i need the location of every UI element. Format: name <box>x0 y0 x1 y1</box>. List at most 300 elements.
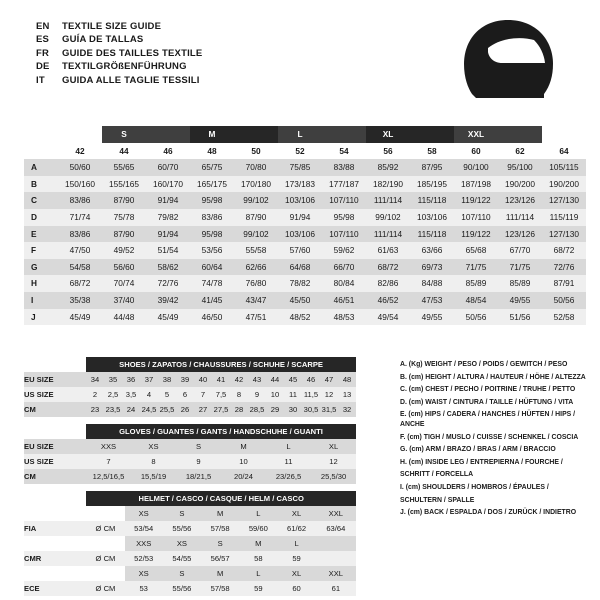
cell: 26 <box>176 402 194 417</box>
table-row <box>24 176 586 193</box>
cell: 85/92 <box>366 159 410 176</box>
cell: 11 <box>284 387 302 402</box>
cell: 91/94 <box>146 192 190 209</box>
cell: XS <box>125 566 163 581</box>
lower-tables <box>24 357 356 596</box>
cell: XS <box>131 439 176 454</box>
cell: 119/122 <box>454 226 498 243</box>
cell: M <box>201 566 239 581</box>
helmet-ece-size-row <box>24 566 356 581</box>
header-blank <box>542 126 586 143</box>
language-title: GUÍA DE TALLAS <box>62 34 144 46</box>
table-row <box>24 454 356 469</box>
cell: 190/200 <box>498 176 542 193</box>
size-number: 56 <box>366 143 410 160</box>
cell: 127/130 <box>542 226 586 243</box>
cell: 99/102 <box>366 209 410 226</box>
legend-item: J. (cm) BACK / ESPALDA / DOS / ZURÜCK / INDIETRO <box>400 509 577 517</box>
cell: 71/75 <box>498 259 542 276</box>
cell: XL <box>277 566 315 581</box>
size-header-row <box>24 126 586 143</box>
cell: 46/52 <box>366 292 410 309</box>
cell: 10 <box>221 454 266 469</box>
unit-label: Ø CM <box>86 551 124 566</box>
cell: 78/82 <box>278 275 322 292</box>
cell: 50/60 <box>58 159 102 176</box>
cell: 38 <box>158 372 176 387</box>
cell: 75/85 <box>278 159 322 176</box>
size-number: 58 <box>410 143 454 160</box>
legend-item: E. (cm) HIPS / CADERA / HANCHES / HÜFTEN / HIPS / ANCHE <box>400 411 576 428</box>
cell: 190/200 <box>542 176 586 193</box>
cell: 99/102 <box>234 192 278 209</box>
cell: 75/78 <box>102 209 146 226</box>
cell: 71/74 <box>58 209 102 226</box>
cell: 9 <box>248 387 266 402</box>
size-header-s: S <box>102 126 146 143</box>
cell: 170/180 <box>234 176 278 193</box>
cell: 60 <box>277 581 315 596</box>
row-label: US SIZE <box>24 454 86 469</box>
cell: 42 <box>230 372 248 387</box>
cell: 56/60 <box>102 259 146 276</box>
row-label: E <box>24 226 58 243</box>
cell: 55/56 <box>163 521 201 536</box>
language-title: TEXTILGRÖßENFÜHRUNG <box>62 61 187 73</box>
size-number: 46 <box>146 143 190 160</box>
cell: 15,5/19 <box>131 469 176 484</box>
cell: 95/100 <box>498 159 542 176</box>
cell: 37 <box>140 372 158 387</box>
table-row <box>24 159 586 176</box>
unit-label: Ø CM <box>86 581 124 596</box>
cell: 72/76 <box>146 275 190 292</box>
cell: 59/60 <box>239 521 277 536</box>
cell: 59 <box>277 551 315 566</box>
legend-item: A. (Kg) WEIGHT / PESO / POIDS / GEWITCH / PESO <box>400 361 568 368</box>
cell: 82/86 <box>366 275 410 292</box>
language-row <box>36 20 202 33</box>
size-number: 60 <box>454 143 498 160</box>
row-label: US SIZE <box>24 387 86 402</box>
row-label: CM <box>24 402 86 417</box>
cell: 25,5 <box>158 402 176 417</box>
cell: 52/53 <box>125 551 163 566</box>
cell: 25,5/30 <box>311 469 356 484</box>
legend-item: C. (cm) CHEST / PECHO / POITRINE / TRUHE / PETTO <box>400 386 576 394</box>
cell: 103/106 <box>278 226 322 243</box>
cell: 71/75 <box>454 259 498 276</box>
cell: 95/98 <box>190 192 234 209</box>
cell: 44/48 <box>102 309 146 326</box>
cell: 87/90 <box>102 226 146 243</box>
cell: 7 <box>86 454 131 469</box>
cell: M <box>221 439 266 454</box>
language-title: GUIDE DES TAILLES TEXTILE <box>62 47 203 59</box>
cell: L <box>239 506 277 521</box>
cell: 107/110 <box>322 192 366 209</box>
cell: 83/86 <box>190 209 234 226</box>
cell: 41 <box>212 372 230 387</box>
cell: 52/58 <box>542 309 586 326</box>
language-row <box>36 74 202 87</box>
cell: S <box>176 439 221 454</box>
row-label: B <box>24 176 58 193</box>
cell: 80/84 <box>322 275 366 292</box>
cell: 48 <box>338 372 356 387</box>
cell: 27 <box>194 402 212 417</box>
row-label: CMR <box>24 551 86 566</box>
cell: 48/53 <box>322 309 366 326</box>
legend-item: D. (cm) WAIST / CINTURA / TAILLE / HÜFTUNG / VITA <box>400 398 574 406</box>
table-row <box>24 242 586 259</box>
shoes-table <box>24 357 356 417</box>
cell: 85/89 <box>454 275 498 292</box>
helmet-title-row <box>24 491 356 506</box>
cell: 103/106 <box>278 192 322 209</box>
cell: 69/73 <box>410 259 454 276</box>
cell: 123/126 <box>498 226 542 243</box>
cell: 61/63 <box>366 242 410 259</box>
cell: 48/52 <box>278 309 322 326</box>
gloves-title-row <box>24 424 356 439</box>
cell: 79/82 <box>146 209 190 226</box>
spacer <box>24 484 356 491</box>
cell: M <box>239 536 277 551</box>
cell: L <box>266 439 311 454</box>
cell: 60/64 <box>190 259 234 276</box>
cell: 123/126 <box>498 192 542 209</box>
cell: 160/170 <box>146 176 190 193</box>
cell: 64/68 <box>278 259 322 276</box>
size-number: 62 <box>498 143 542 160</box>
language-row <box>36 47 202 60</box>
cell: 90/100 <box>454 159 498 176</box>
cell: 58 <box>239 551 277 566</box>
header-blank <box>410 126 454 143</box>
cell: XXL <box>316 566 356 581</box>
cell: 47 <box>320 372 338 387</box>
language-title: GUIDA ALLE TAGLIE TESSILI <box>62 74 200 86</box>
cell: 2,5 <box>104 387 122 402</box>
cell: 44 <box>266 372 284 387</box>
row-label: H <box>24 275 58 292</box>
cell: 39/42 <box>146 292 190 309</box>
table-row <box>24 469 356 484</box>
cell: 8 <box>131 454 176 469</box>
cell: 12,5/16,5 <box>86 469 131 484</box>
cell: 63/64 <box>316 521 356 536</box>
cell: 85/89 <box>498 275 542 292</box>
cell: 35 <box>104 372 122 387</box>
size-header-l: L <box>278 126 322 143</box>
cell: 27,5 <box>212 402 230 417</box>
measurements-table <box>24 126 579 325</box>
cell: 72/76 <box>542 259 586 276</box>
cell: 87/91 <box>542 275 586 292</box>
cell: 49/52 <box>102 242 146 259</box>
cell: 68/72 <box>542 242 586 259</box>
table-row <box>24 372 356 387</box>
size-number: 54 <box>322 143 366 160</box>
cell: 107/110 <box>454 209 498 226</box>
cell: 83/88 <box>322 159 366 176</box>
unit-label: Ø CM <box>86 521 124 536</box>
cell: 45/49 <box>146 309 190 326</box>
language-code: EN <box>36 21 50 32</box>
size-number: 48 <box>190 143 234 160</box>
cell: 57/58 <box>201 521 239 536</box>
header-blank <box>498 126 542 143</box>
cell: 173/183 <box>278 176 322 193</box>
cell: 61/62 <box>277 521 315 536</box>
legend-item: B. (cm) HEIGHT / ALTURA / HAUTEUR / HÖHE / ALTEZZA <box>400 373 586 381</box>
legend-item: H. (cm) INSIDE LEG / ENTREPIERNA / FOURCHE / <box>400 458 563 466</box>
cell: 49/54 <box>366 309 410 326</box>
table-row <box>24 259 586 276</box>
helmet-cmr-size-row <box>24 536 356 551</box>
size-number: 52 <box>278 143 322 160</box>
cell: 115/118 <box>410 226 454 243</box>
cell: 91/94 <box>146 226 190 243</box>
cell: 4 <box>140 387 158 402</box>
cell: S <box>163 506 201 521</box>
cell: 107/110 <box>322 226 366 243</box>
cell: 12 <box>311 454 356 469</box>
cell: 177/187 <box>322 176 366 193</box>
cell: XXL <box>316 506 356 521</box>
cell: 87/90 <box>102 192 146 209</box>
cell: 45/50 <box>278 292 322 309</box>
language-title: TEXTILE SIZE GUIDE <box>62 21 162 32</box>
size-number: 44 <box>102 143 146 160</box>
cell: 49/55 <box>410 309 454 326</box>
cell: 95/98 <box>322 209 366 226</box>
cell: 23/26,5 <box>266 469 311 484</box>
cell: 74/78 <box>190 275 234 292</box>
cell: 30 <box>284 402 302 417</box>
cell: 55/58 <box>234 242 278 259</box>
cell: 47/51 <box>234 309 278 326</box>
language-row <box>36 60 202 73</box>
gloves-title: GLOVES / GUANTES / GANTS / HANDSCHUHE / GUANTI <box>86 424 356 439</box>
cell: 43/47 <box>234 292 278 309</box>
size-number: 50 <box>234 143 278 160</box>
cell: XS <box>125 506 163 521</box>
cell: M <box>201 506 239 521</box>
spacer <box>24 417 356 424</box>
header-blank <box>234 126 278 143</box>
cell: 37/40 <box>102 292 146 309</box>
cell: S <box>163 566 201 581</box>
row-label: FIA <box>24 521 86 536</box>
header-blank <box>58 126 102 143</box>
cell: 58/62 <box>146 259 190 276</box>
cell: 31,5 <box>320 402 338 417</box>
cell: 28,5 <box>248 402 266 417</box>
cell: 115/119 <box>542 209 586 226</box>
row-label: F <box>24 242 58 259</box>
cell: 50/56 <box>454 309 498 326</box>
cell: 182/190 <box>366 176 410 193</box>
header-blank <box>146 126 190 143</box>
table-row <box>24 402 356 417</box>
cell: 83/86 <box>58 226 102 243</box>
cell: 65/75 <box>190 159 234 176</box>
cell: 67/70 <box>498 242 542 259</box>
cell: 61 <box>316 581 356 596</box>
gloves-table <box>24 424 356 484</box>
cell: 46 <box>302 372 320 387</box>
cell: 10 <box>266 387 284 402</box>
language-code: DE <box>36 61 50 73</box>
legend-item: F. (cm) TIGH / MUSLO / CUISSE / SCHENKEL / COSCIA <box>400 433 579 441</box>
language-code: FR <box>36 47 50 59</box>
size-header-xxl: XXL <box>454 126 498 143</box>
cell: 55/65 <box>102 159 146 176</box>
language-code: IT <box>36 74 45 86</box>
cell: 24,5 <box>140 402 158 417</box>
cell: 18/21,5 <box>176 469 221 484</box>
language-list <box>36 20 202 87</box>
header-blank <box>24 126 58 143</box>
cell: 165/175 <box>190 176 234 193</box>
helmet-fia-size-row <box>24 506 356 521</box>
shoes-title: SHOES / ZAPATOS / CHAUSSURES / SCHUHE / SCARPE <box>86 357 356 372</box>
cell: S <box>201 536 239 551</box>
cell: 56/57 <box>201 551 239 566</box>
cell: 12 <box>320 387 338 402</box>
cell: 50/56 <box>542 292 586 309</box>
cell: 46/51 <box>322 292 366 309</box>
cell: 23,5 <box>104 402 122 417</box>
cell: 23 <box>86 402 104 417</box>
legend-item-cont: SCHULTERN / SPALLE <box>400 496 475 504</box>
size-number: 42 <box>58 143 102 160</box>
cell: 62/66 <box>234 259 278 276</box>
size-number: 64 <box>542 143 586 160</box>
header-blank <box>322 126 366 143</box>
cell: 59 <box>239 581 277 596</box>
cell: 185/195 <box>410 176 454 193</box>
legend-item: G. (cm) ARM / BRAZO / BRAS / ARM / BRACCIO <box>400 446 556 454</box>
cell: 55/56 <box>163 581 201 596</box>
cell: 9 <box>176 454 221 469</box>
cell: 40 <box>194 372 212 387</box>
cell: 54/55 <box>163 551 201 566</box>
cell: 91/94 <box>278 209 322 226</box>
row-label: G <box>24 259 58 276</box>
cell: 60/70 <box>146 159 190 176</box>
table-row <box>24 209 586 226</box>
helmet-title: HELMET / CASCO / CASQUE / HELM / CASCO <box>86 491 356 506</box>
cell: 45/49 <box>58 309 102 326</box>
cell: XS <box>163 536 201 551</box>
cell: 83/86 <box>58 192 102 209</box>
cell: 43 <box>248 372 266 387</box>
cell: 11,5 <box>302 387 320 402</box>
cell: 87/90 <box>234 209 278 226</box>
cell: 99/102 <box>234 226 278 243</box>
cell: 66/70 <box>322 259 366 276</box>
cell: 20/24 <box>221 469 266 484</box>
cell: 105/115 <box>542 159 586 176</box>
row-label: D <box>24 209 58 226</box>
cell: 8 <box>230 387 248 402</box>
helmet-table <box>24 491 356 596</box>
legend-item-cont: SCHRITT / FORCELLA <box>400 471 474 479</box>
table-row <box>24 192 586 209</box>
cell: 127/130 <box>542 192 586 209</box>
cell: 49/55 <box>498 292 542 309</box>
cell: 24 <box>122 402 140 417</box>
size-header-xl: XL <box>366 126 410 143</box>
helmet-ece-row <box>24 581 356 596</box>
row-label: ECE <box>24 581 86 596</box>
cell: 32 <box>338 402 356 417</box>
row-label: EU SIZE <box>24 372 86 387</box>
cell: 111/114 <box>498 209 542 226</box>
cell: XXS <box>86 439 131 454</box>
cell: 51/56 <box>498 309 542 326</box>
number-blank <box>24 143 58 160</box>
cell: 53/56 <box>190 242 234 259</box>
table-row <box>24 226 586 243</box>
legend-item: I. (cm) SHOULDERS / HOMBROS / ÉPAULES / <box>400 483 549 491</box>
cell: 187/198 <box>454 176 498 193</box>
cell: 53/54 <box>125 521 163 536</box>
cell: 54/58 <box>58 259 102 276</box>
cell: 53 <box>125 581 163 596</box>
cell: 57/58 <box>201 581 239 596</box>
row-label: EU SIZE <box>24 439 86 454</box>
cell: L <box>277 536 315 551</box>
cell: 70/80 <box>234 159 278 176</box>
cell: 11 <box>266 454 311 469</box>
helmet-fia-row <box>24 521 356 536</box>
cell: 41/45 <box>190 292 234 309</box>
cell: 70/74 <box>102 275 146 292</box>
cell: 35/38 <box>58 292 102 309</box>
cell: 39 <box>176 372 194 387</box>
table-row <box>24 309 586 326</box>
table-row <box>24 439 356 454</box>
helmet-icon <box>458 18 558 100</box>
cell: 115/118 <box>410 192 454 209</box>
cell: 29 <box>266 402 284 417</box>
cell: 13 <box>338 387 356 402</box>
cell: 155/165 <box>102 176 146 193</box>
cell: 6 <box>176 387 194 402</box>
shoes-title-row <box>24 357 356 372</box>
size-header-m: M <box>190 126 234 143</box>
cell: 150/160 <box>58 176 102 193</box>
cell: 48/54 <box>454 292 498 309</box>
row-label: C <box>24 192 58 209</box>
cell: 30,5 <box>302 402 320 417</box>
cell: 3,5 <box>122 387 140 402</box>
cell: 5 <box>158 387 176 402</box>
cell: 119/122 <box>454 192 498 209</box>
helmet-cmr-row <box>24 551 356 566</box>
cell: 103/106 <box>410 209 454 226</box>
cell: 51/54 <box>146 242 190 259</box>
cell: 7,5 <box>212 387 230 402</box>
cell: 111/114 <box>366 226 410 243</box>
cell: 95/98 <box>190 226 234 243</box>
cell: 36 <box>122 372 140 387</box>
row-label: A <box>24 159 58 176</box>
